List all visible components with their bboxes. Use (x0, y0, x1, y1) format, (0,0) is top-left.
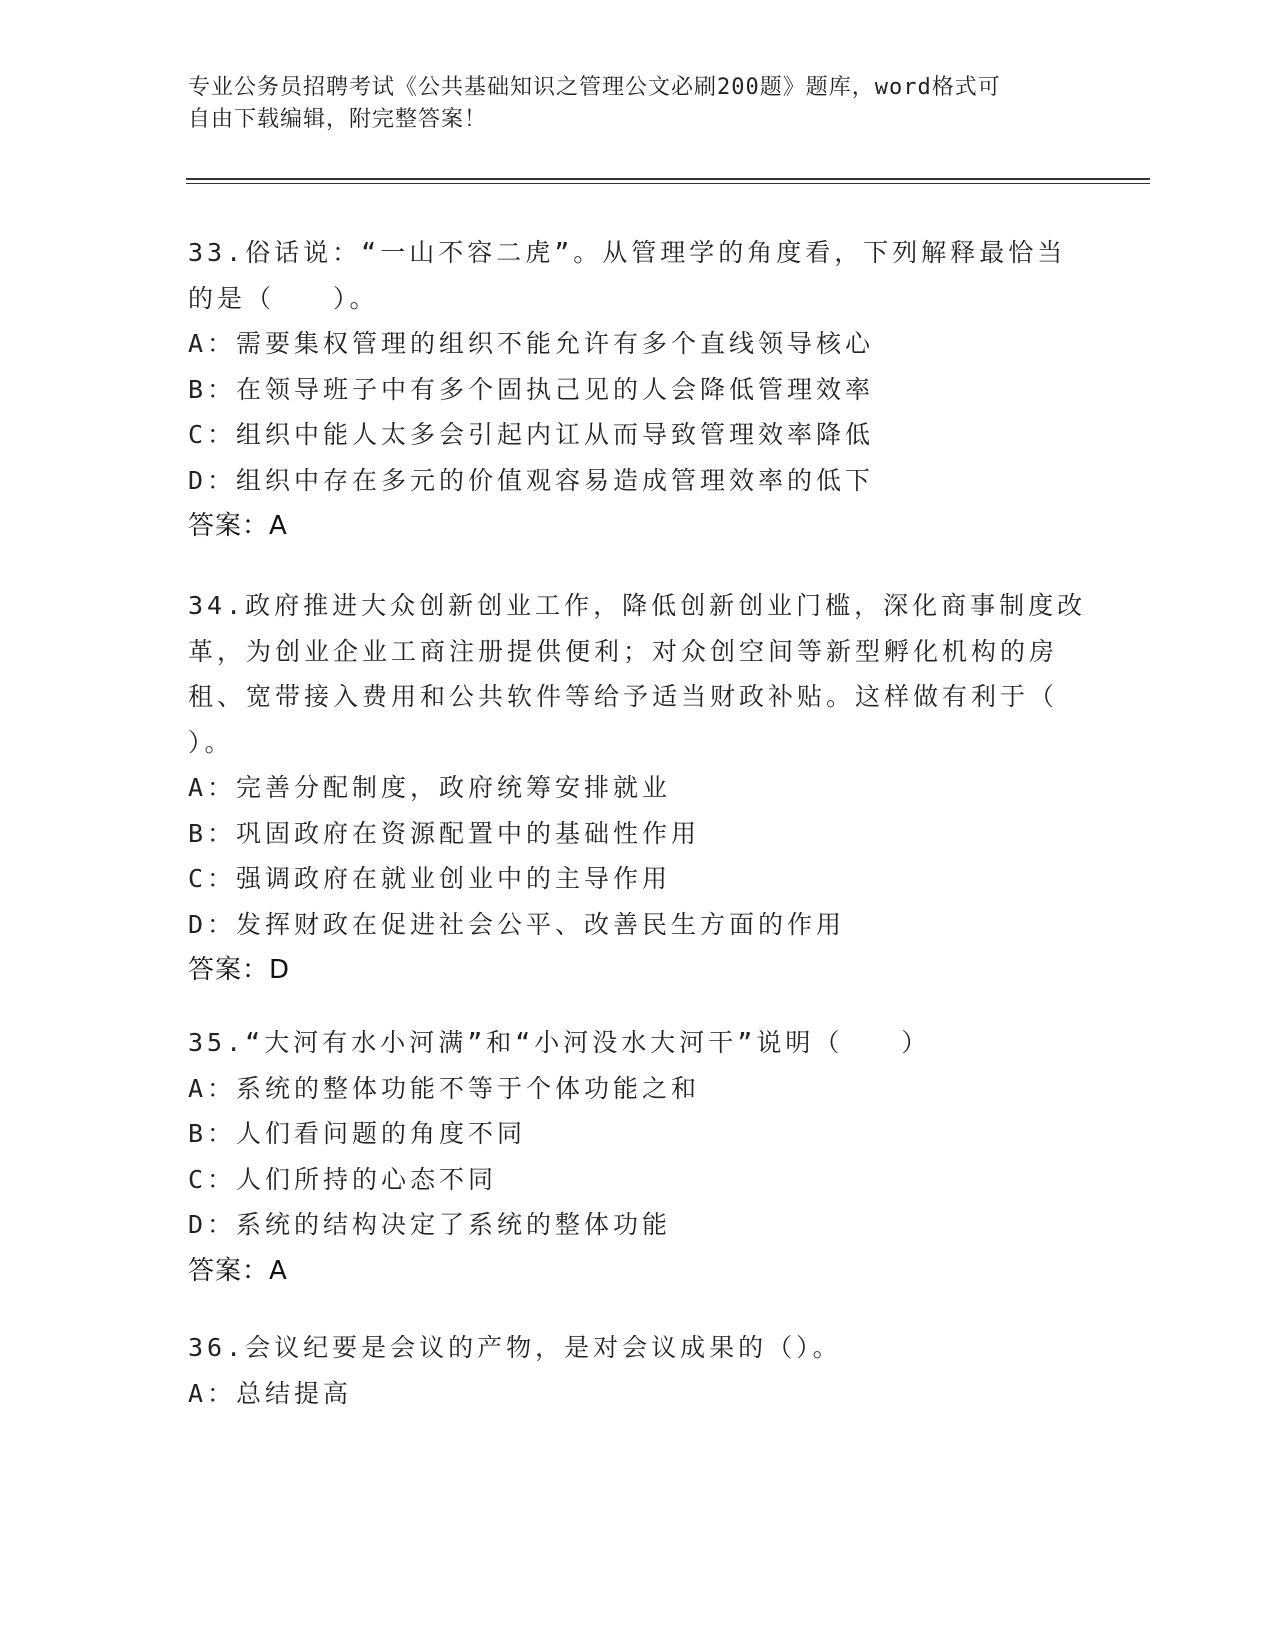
option-d: D：系统的结构决定了系统的整体功能 (188, 1210, 672, 1239)
question-33 (188, 230, 1088, 549)
header-line-1: 专业公务员招聘考试《公共基础知识之管理公文必刷200题》题库，word格式可 (188, 75, 1001, 100)
header-divider-thick (186, 178, 1150, 180)
question-stem-line: 36.会议纪要是会议的产物，是对会议成果的（）。 (188, 1333, 842, 1362)
answer-label: 答案：A (188, 1255, 288, 1286)
question-stem-line: 35.“大河有水小河满”和“小河没水大河干”说明（ ） (188, 1028, 931, 1057)
question-stem-line: 革，为创业企业工商注册提供便利；对众创空间等新型孵化机构的房 (188, 636, 1059, 666)
question-35 (188, 1020, 1088, 1294)
option-c: C：强调政府在就业创业中的主导作用 (188, 864, 672, 893)
document-header (188, 72, 1068, 136)
answer-label: 答案：A (188, 511, 288, 541)
option-d: D：发挥财政在促进社会公平、改善民生方面的作用 (188, 909, 846, 939)
option-b: B：巩固政府在资源配置中的基础性作用 (188, 818, 701, 848)
option-a: A：系统的整体功能不等于个体功能之和 (188, 1073, 701, 1103)
question-stem-line: ）。 (188, 727, 234, 757)
question-stem-line: 33.俗话说：“一山不容二虎”。从管理学的角度看，下列解释最恰当 (188, 238, 1067, 267)
question-stem-line: 的是（ ）。 (188, 283, 379, 313)
question-36 (188, 1325, 1088, 1416)
option-b: B：人们看问题的角度不同 (188, 1119, 527, 1148)
option-a: A：总结提高 (188, 1378, 353, 1408)
option-a: A：完善分配制度，政府统筹安排就业 (188, 773, 672, 802)
header-line-2: 自由下载编辑，附完整答案！ (188, 107, 488, 132)
option-b: B：在领导班子中有多个固执己见的人会降低管理效率 (188, 374, 875, 404)
question-stem-line: 34.政府推进大众创新创业工作，降低创新创业门槛，深化商事制度改 (188, 591, 1087, 620)
answer-label: 答案：D (188, 955, 291, 985)
question-stem-line: 租、宽带接入费用和公共软件等给予适当财政补贴。这样做有利于（ (188, 682, 1059, 711)
option-a: A：需要集权管理的组织不能允许有多个直线领导核心 (188, 329, 875, 358)
option-c: C：组织中能人太多会引起内讧从而导致管理效率降低 (188, 420, 875, 449)
header-divider-thin (186, 183, 1150, 184)
option-c: C：人们所持的心态不同 (188, 1164, 498, 1194)
option-d: D：组织中存在多元的价值观容易造成管理效率的低下 (188, 465, 875, 495)
question-34 (188, 583, 1088, 993)
